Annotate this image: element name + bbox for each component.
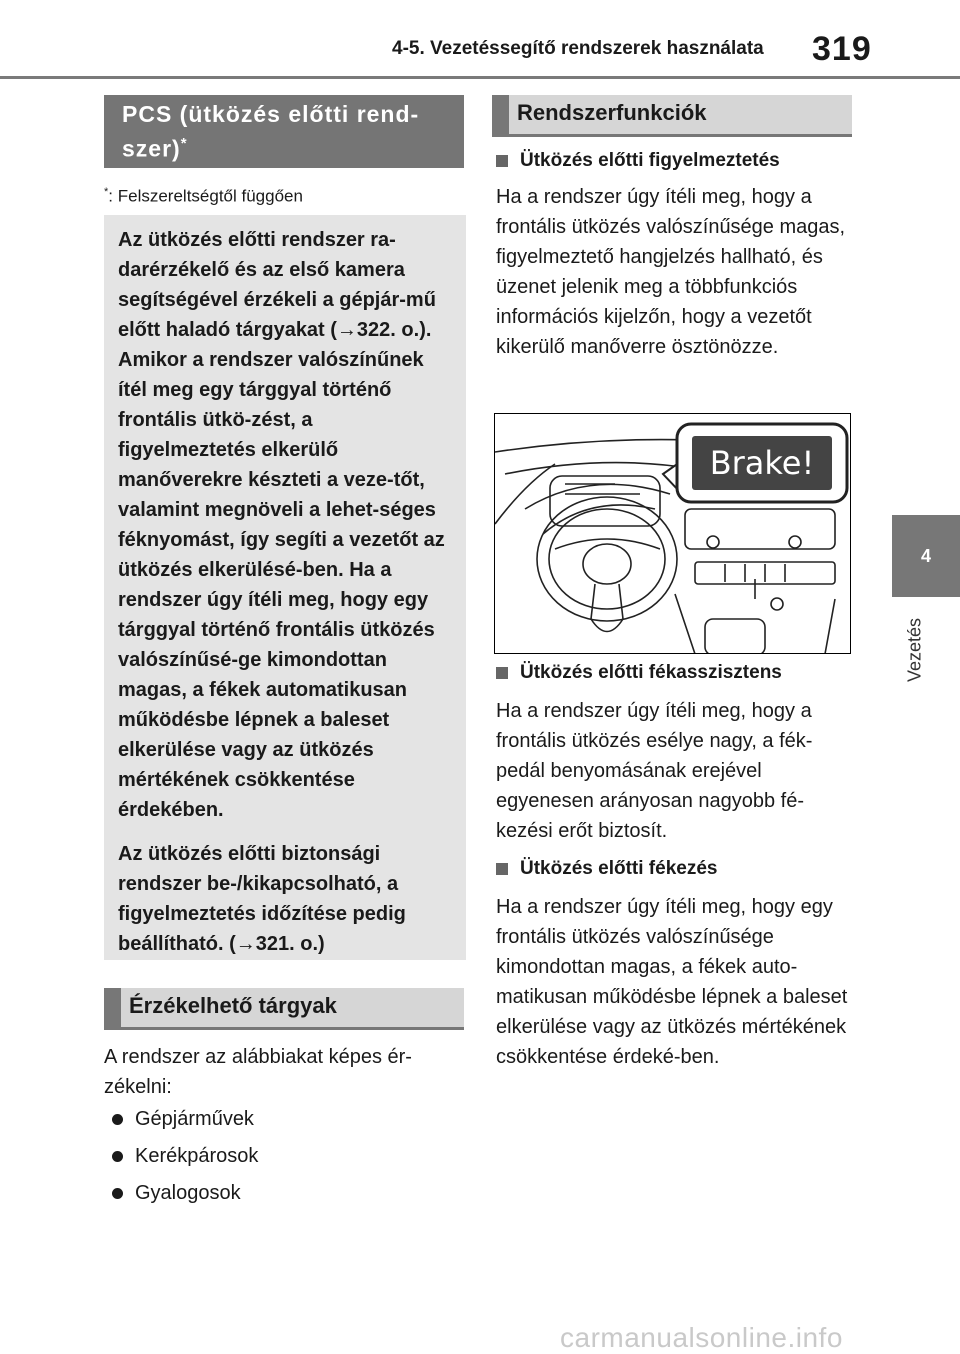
brake-assist-text: Ha a rendszer úgy ítéli meg, hogy a frontális ütközés esélye nagy, a fék-pedál benyomásának erejével egyenesen arányosan nagyobb fé-kezési erőt biztosít. [496,700,813,842]
watermark: carmanualsonline.info [560,1322,843,1353]
summary-paragraph-2: Az ütközés előtti biztonsági rendszer be-/kikapcsolható, a figyelmeztetés időzítése pedig beállítható. (→321. o.) [118,843,406,955]
subheading-text: Ütközés előtti fékezés [520,858,718,879]
list-item-text: Gyalogosok [135,1182,241,1204]
bullet-dot-icon [112,1151,123,1162]
subheading-brake-assist [494,662,782,684]
subheading-warning [494,150,780,172]
braking-text: Ha a rendszer úgy ítéli meg, hogy egy frontális ütközés valószínűsége kimondottan magas, a fékek auto-matikusan működésbe lépnek a baleset elkerülése vagy az ütközés mértékének csökkentése érdeké-ben. [496,896,848,1068]
list-item-text: Kerékpárosok [135,1145,259,1167]
list-item-text: Gépjárművek [135,1108,254,1130]
dashboard-drawing [495,414,851,654]
list-item [104,1182,241,1205]
detect-heading: Érzékelhető tárgyak [104,988,464,1030]
brake-warning-label: Brake! [709,444,815,482]
chapter-number: 4 [920,545,931,566]
header-divider [0,76,960,79]
pcs-heading-asterisk: * [180,135,188,152]
list-item [104,1145,258,1168]
subheading-braking [494,858,717,880]
footnote-text: : Felszereltségtől függően [108,186,303,206]
summary-paragraph-1: Az ütközés előtti rendszer ra-darérzékelő és az első kamera segítségével érzékeli a gépjár-mű előtt haladó tárgyakat (→322. o.). Amikor a rendszer valószínűnek ítél meg egy tárggyal történő frontális ütkö-zést, a figyelmeztetés elkerülő manőverekre készteti a veze-tőt, valamint megnöveli a lehet-séges féknyomást, így segíti a vezetőt az ütközés elkerülésé-ben. Ha a rendszer úgy ítéli meg, hogy egy tárggyal történő frontális ütközés valószínűsé-ge kimondottan magas, a fékek automatikusan működésbe lépnek a baleset elkerülése vagy az ütközés mértékének csökkentése érdekében. [118,229,445,821]
square-bullet-icon [496,667,508,679]
pcs-heading-line2: szer) [122,135,181,162]
page-number: 319 [812,30,872,68]
bullet-dot-icon [112,1188,123,1199]
square-bullet-icon [496,863,508,875]
warning-text: Ha a rendszer úgy ítéli meg, hogy a frontális ütközés valószínűsége magas, figyelmeztető hangjelzés hallható, és üzenet jelenik meg a többfunkciós információs kijelzőn, hogy a vezetőt kikerülő manőverre ösztönözze. [496,186,846,358]
footnote-mark: * [104,186,109,198]
footnote [104,186,303,207]
section-title: 4-5. Vezetéssegítő rendszerek használata [392,38,764,59]
list-item [104,1108,254,1131]
system-functions-heading: Rendszerfunkciók [492,95,852,137]
pcs-heading-line1: PCS (ütközés előtti rend- [122,101,420,127]
bullet-dot-icon [112,1114,123,1125]
subheading-text: Ütközés előtti fékasszisztens [520,662,782,683]
chapter-label: Vezetés [904,617,925,683]
detect-intro: A rendszer az alábbiakat képes ér-zékelni: [104,1046,412,1098]
subheading-text: Ütközés előtti figyelmeztetés [520,150,780,171]
dashboard-illustration [494,413,851,654]
chapter-tab[interactable] [892,515,960,597]
square-bullet-icon [496,155,508,167]
summary-box [104,215,466,960]
pcs-heading [104,95,464,168]
